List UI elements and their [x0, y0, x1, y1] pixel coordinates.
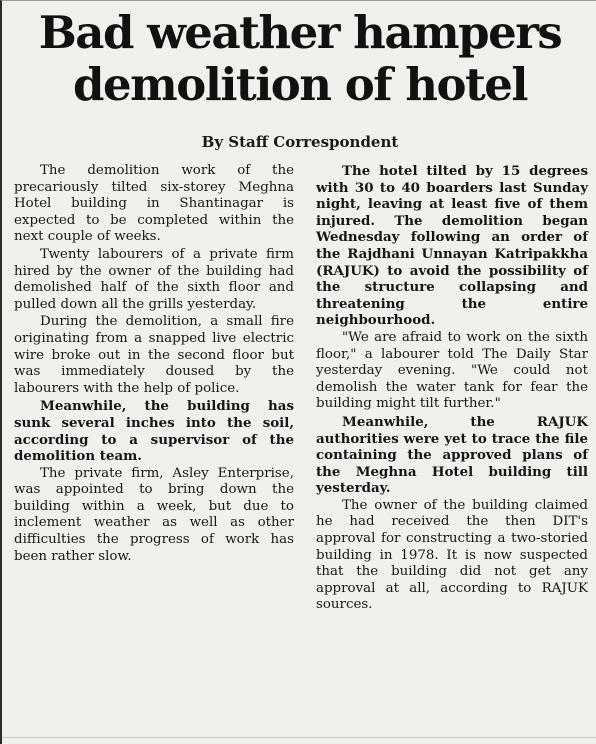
paragraph: The private firm, Asley Enterprise, was appointed to bring down the building within a week, but due to inclement weather as well as other difficulties the progress of work has been rather slow.	[14, 465, 294, 564]
paragraph: Twenty labourers of a private firm hired by the owner of the building had demolished half of the sixth floor and pulled down all the grills yesterday.	[14, 246, 294, 312]
paragraph: During the demolition, a small fire originating from a snapped live electric wire broke out in the second floor but was immediately doused by the labourers with the help of police.	[14, 314, 294, 396]
paragraph: The hotel tilted by 15 degrees with 30 to 40 boarders last Sunday night, leaving at least five of them injured. The demolition began Wednesday following an order of the Rajdhani Unnayan Katripakkha (RAJUK) to avoid the possibility of the structure collapsing and threatening the entire neighbourhood.	[316, 163, 588, 329]
paragraph: "We are afraid to work on the sixth floor," a labourer told The Daily Star yesterday evening. "We could not demolish the water tank for fear the building might tilt further."	[316, 329, 588, 412]
paragraph: The owner of the building claimed he had received the then DIT's approval for constructing a two-storied building in 1978. It is now suspected that the building did not get any approval at all, according to RAJUK sources.	[316, 497, 588, 613]
paragraph: The demolition work of the precariously tilted six-storey Meghna Hotel building in Shantinagar is expected to be completed within the next couple of weeks.	[14, 163, 294, 245]
paragraph: Meanwhile, the building has sunk several inches into the soil, according to a supervisor of the demolition team.	[14, 398, 294, 465]
byline: By Staff Correspondent	[201, 133, 399, 151]
headline-line-1: Bad weather hampers	[38, 6, 562, 59]
headline-line-2: demolition of hotel	[73, 58, 527, 111]
bottom-rule	[2, 737, 596, 738]
article-column-left	[14, 163, 294, 566]
headline	[2, 7, 596, 111]
article-column-right	[316, 163, 588, 615]
paragraph: Meanwhile, the RAJUK authorities were yet to trace the file containing the approved plans of the Meghna Hotel building till yesterday.	[316, 413, 588, 497]
